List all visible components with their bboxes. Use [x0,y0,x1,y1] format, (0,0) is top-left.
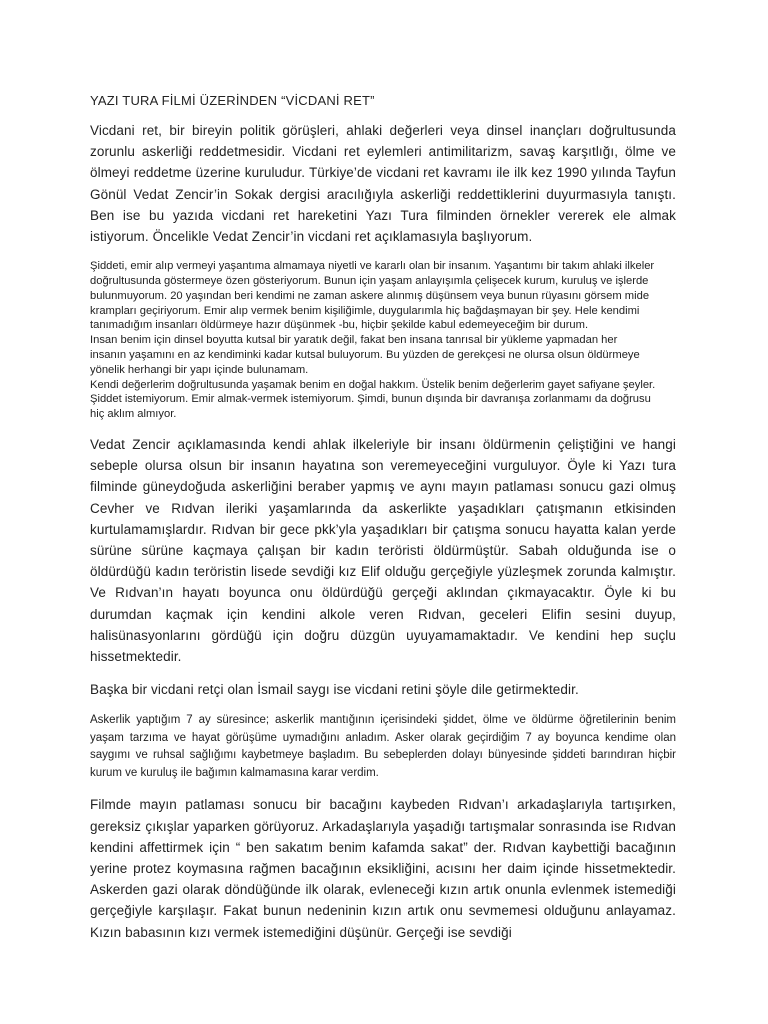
quote-line: insanın yaşamını en az kendiminki kadar kutsal buluyorum. Bu yüzden de gerekçesi ne olursa olsun öldürmeye [90,349,640,361]
quote-line: Şiddet istemiyorum. Emir almak-vermek istemiyorum. Şimdi, bunun dışında bir davranışa zorlanmamı da doğrusu [90,393,651,406]
paragraph-vedat-analysis: Vedat Zencir açıklamasında kendi ahlak ilkeleriyle bir insanı öldürmenin çeliştiğini ve hangi sebeple olursa olsun bir insanın hayatına son veremeyeceğini vurguluyor. Öyle ki Yazı tura filminde güneydoğuda askerliğini beraber yapmış ve aynı mayın patlaması sonucu gazi olmuş Cevher ve Rıdvan ileriki yaşamlarında da askerlikte yaşadıkları çatışmanın etkisinden kurtulamamışlardır. Rıdvan bir gece pkk’yla yaşadıkları bir çatışma sonucu hayatta kalan yerde sürüne sürüne kaçmaya çalışan bir kadın teröristi öldürmüştür. Sabah olduğunda ise o öldürdüğü kadın teröristin lisede sevdiği kız Elif olduğu gerçeğiyle yüzleşmek zorunda kalmıştır. Ve Rıdvan’ın hayatı boyunca onu öldürdüğü gerçeği aklından çıkmayacaktır. Öyle ki bu durumdan kaçmak için kendini alkole veren Rıdvan, geceleri Elifin sesini duyup, halisünasyonlarını gördüğü için doğru düzgün uyuyamamaktadır. Ve kendini hep suçlu hissetmektedir. [90,436,676,665]
quote-line: tanımadığım insanları öldürmeye hazır düşünmek -bu, hiçbir şekilde kabul edemeyeceğim bir durum. [90,319,589,332]
quote-line: hiç aklım almıyor. [90,408,177,421]
paragraph-film: Filmde mayın patlaması sonucu bir bacağını kaybeden Rıdvan’ı arkadaşlarıyla tartışırken, gereksiz çıkışlar yaparken görüyoruz. Arkadaşlarıyla yaşadığı tartışmalar sonrasında ise Rıdvan kendini affettirmek için “ ben sakatım benim kafamda sakat” der. Rıdvan kaybettiği bacağının yerine protez koymasına rağmen bacağının eksikliğini, acısını her daim içinde hissetmektedir. Askerden gazi olarak döndüğünde ilk olarak, evleneceği kızın artık onunla evlenmek istemediği gerçeğiyle karşılaşır. Fakat bunun nedeninin kızın artık onu sevmemesi olduğunu anlayamaz. Kızın babasının kızı vermek istemediğini düşünür. Gerçeği ise sevdiği [90,797,676,940]
quote-line: Şiddeti, emir alıp vermeyi yaşantıma almamaya niyetli ve kararlı olan bir insanım. Yaşantımı bir takım ahlaki ilkeler [90,260,655,273]
quote-line: doğrultusunda göstermeye özen gösteriyorum. Bunun için yaşam anlayışımla çelişecek kurum, kuruluş ve işlerde [90,275,649,288]
document-body [90,93,676,955]
quote-ismail-saygi: Askerlik yaptığım 7 ay süresince; askerlik mantığının içerisindeki şiddet, ölme ve öldürme öğretilerinin benim yaşam tarzıma ve hayat görüşüme uymadığını anladım. Asker olarak geçirdiğim 7 ay boyunca kendime olan saygımı ve ruhsal sağlığımı kaybetmeye başladım. Bu sebeplerden dolayı bünyesinde şiddeti barındıran hiçbir kurum ve kuruluş ile bağımın kalmamasına karar verdim. [90,714,676,779]
paragraph-ismail-intro: Başka bir vicdani retçi olan İsmail saygı ise vicdani retini şöyle dile getirmektedir. [90,682,579,698]
quote-line: Insan benim için dinsel boyutta kutsal bir yaratık değil, fakat ben insana tanrısal bir yükleme yapmadan her [90,334,618,347]
quote-line: krampları geçiriyorum. Emir alıp vermek benim kişiliğimle, duygularımla hiç bağdaşmayan bir şey. Hele kendimi [90,304,640,317]
paragraph-intro: Vicdani ret, bir bireyin politik görüşleri, ahlaki değerleri veya dinsel inançları doğrultusunda zorunlu askerliği reddetmesidir. Vicdani ret eylemleri antimilitarizm, savaş karşıtlığı, ölme ve ölmeyi reddetme üzerine kuruludur. Türkiye’de vicdani ret kavramı ile ilk kez 1990 yılında Tayfun Gönül Vedat Zencir’in Sokak dergisi aracılığıyla askerliği reddettiklerini duyurmasıyla tanıştı. Ben ise bu yazıda vicdani ret hareketini Yazı Tura filminden örnekler vererek ele almak istiyorum. Öncelikle Vedat Zencir’in vicdani ret açıklamasıyla başlıyorum. [90,123,676,245]
quote-vedat-zencir [90,259,676,422]
quote-line: yönelik herhangi bir yapı içinde bulunamam. [90,363,309,376]
document-title: YAZI TURA FİLMİ ÜZERİNDEN “VİCDANİ RET” [90,93,375,108]
quote-line: Kendi değerlerim doğrultusunda yaşamak benim en doğal hakkım. Üstelik benim değerlerim gayet safiyane şeyler. [90,378,656,391]
quote-line: bulunmuyorum. 20 yaşından beri kendimi ne zaman askere alınmış düşünsem veya bunun rüyasını görsem mide [90,289,650,302]
